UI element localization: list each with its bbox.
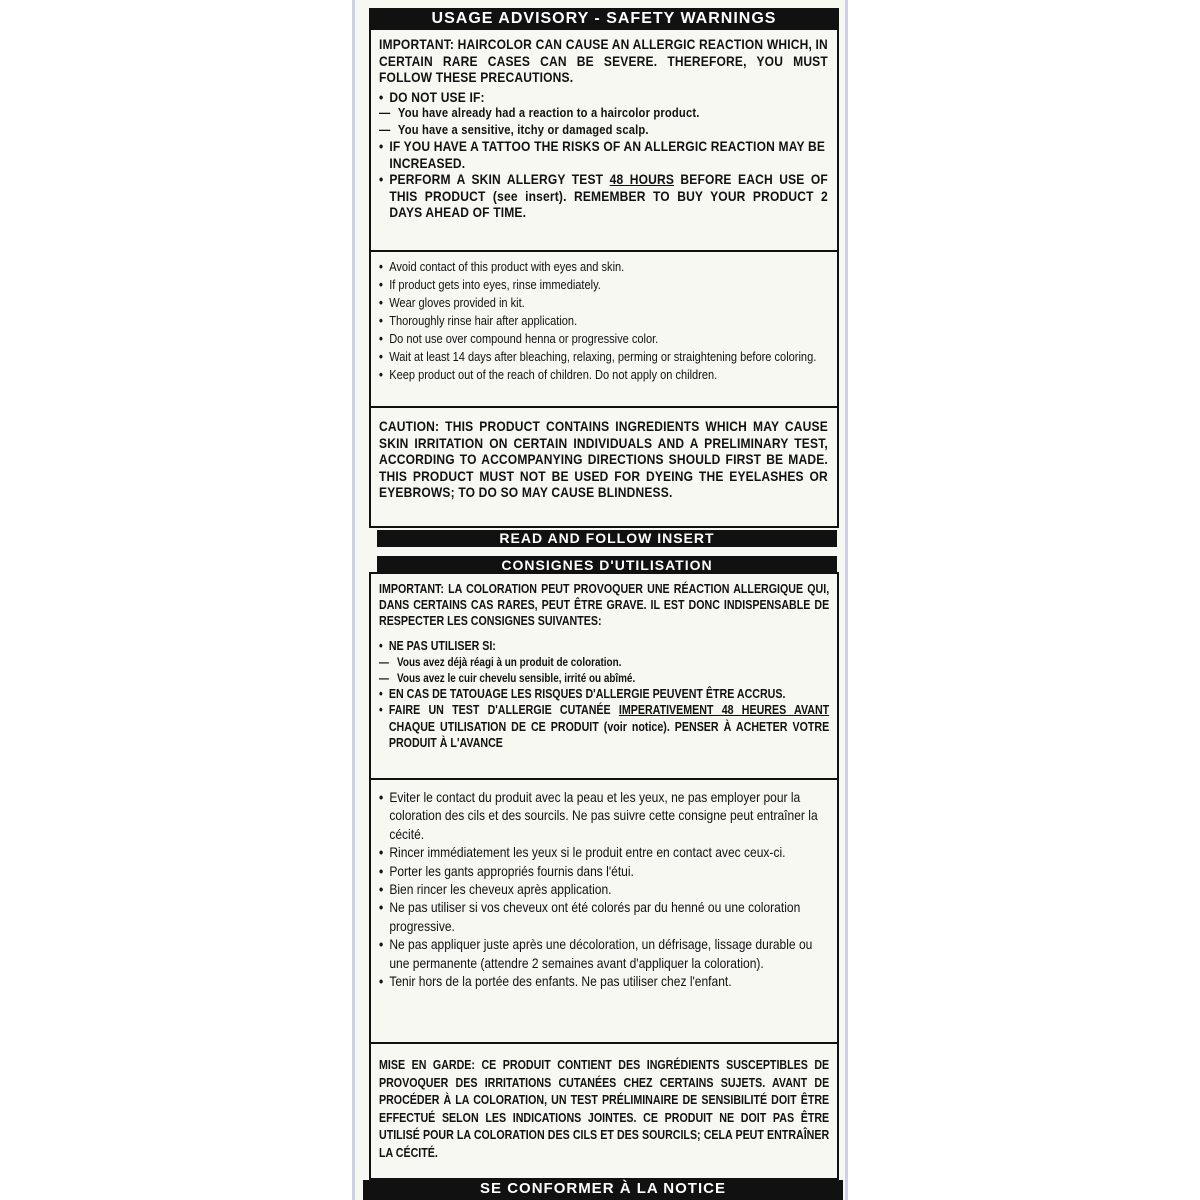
list-item: • Wait at least 14 days after bleaching, relaxing, perming or straightening before coloring.: [379, 348, 827, 366]
list-item: • Eviter le contact du produit avec la peau et les yeux, ne pas employer pour la coloration des cils et des sourcils. Ne pas suivre cette consigne peut entraîner la cécité.: [379, 788, 828, 843]
list-item: • Ne pas utiliser si vos cheveux ont été colorés par du henné ou une coloration progressive.: [379, 898, 828, 935]
french-footer-text: SE CONFORMER À LA NOTICE: [480, 1180, 726, 1197]
english-allergy-section: [371, 30, 837, 252]
french-dash-item: — Vous avez déjà réagi à un produit de coloration.: [379, 654, 829, 670]
english-skin-test-start: PERFORM A SKIN ALLERGY TEST: [389, 171, 604, 187]
english-do-not-use: • DO NOT USE IF:: [379, 89, 828, 106]
english-skin-test-hours: 48 HOURS: [609, 171, 675, 187]
english-header-bar: [369, 8, 839, 30]
french-allergy-section: [371, 574, 837, 780]
french-dash-item: — Vous avez le cuir chevelu sensible, irrité ou abîmé.: [379, 670, 829, 686]
english-caution-text: CAUTION: THIS PRODUCT CONTAINS INGREDIENTS WHICH MAY CAUSE SKIN IRRITATION ON CERTAIN INDIVIDUALS AND A PRELIMINARY TEST, ACCORDING TO ACCOMPANYING DIRECTIONS SHOULD FIRST BE MADE. THIS PRODUCT MUST NOT BE USED FOR DYEING THE EYELASHES OR EYEBROWS; TO DO SO MAY CAUSE BLINDNESS.: [379, 418, 828, 500]
french-caution-section: [371, 1046, 837, 1178]
french-do-not-use: • NE PAS UTILISER SI:: [379, 638, 829, 654]
french-skin-test: [379, 702, 829, 751]
list-item: • Porter les gants appropriés fournis dans l'étui.: [379, 862, 828, 880]
list-item: • Do not use over compound henna or progressive color.: [379, 330, 827, 348]
french-footer-bar: [363, 1180, 843, 1200]
french-precautions-list: [379, 788, 828, 990]
french-skin-test-start: FAIRE UN TEST D'ALLERGIE CUTANÉE: [388, 702, 611, 718]
french-precautions-section: [371, 780, 837, 1044]
english-footer-bar: [377, 530, 837, 547]
english-header-text: USAGE ADVISORY - SAFETY WARNINGS: [431, 10, 777, 27]
french-tattoo-warning: • EN CAS DE TATOUAGE LES RISQUES D'ALLERGIE PEUVENT ÊTRE ACCRUS.: [379, 686, 829, 702]
english-precautions-list: [379, 258, 827, 384]
french-warning-box: [369, 572, 839, 1180]
list-item: • Tenir hors de la portée des enfants. Ne pas utiliser chez l'enfant.: [379, 972, 828, 990]
english-footer-text: READ AND FOLLOW INSERT: [499, 530, 715, 546]
english-precautions-section: [371, 252, 837, 408]
english-intro: IMPORTANT: HAIRCOLOR CAN CAUSE AN ALLERGIC REACTION WHICH, IN CERTAIN RARE CASES CAN BE SEVERE. THEREFORE, YOU MUST FOLLOW THESE PRECAUTIONS.: [379, 36, 828, 85]
list-item: • Ne pas appliquer juste après une décoloration, un défrisage, lissage durable ou une permanente (attendre 2 semaines avant d'appliquer la coloration).: [379, 935, 828, 972]
english-skin-test-end: BEFORE EACH USE OF THIS PRODUCT (see insert). REMEMBER TO BUY YOUR PRODUCT 2 DAYS AHEAD OF TIME.: [389, 171, 828, 220]
english-warning-box: [369, 28, 839, 528]
list-item: • Rincer immédiatement les yeux si le produit entre en contact avec ceux-ci.: [379, 843, 828, 861]
french-header-text: CONSIGNES D'UTILISATION: [501, 557, 713, 573]
french-skin-test-hours: IMPERATIVEMENT 48 HEURES AVANT: [618, 702, 830, 718]
list-item: • Bien rincer les cheveux après application.: [379, 880, 828, 898]
list-item: • Avoid contact of this product with eyes and skin.: [379, 258, 827, 276]
english-skin-test: [379, 171, 828, 221]
french-intro: IMPORTANT: LA COLORATION PEUT PROVOQUER UNE RÉACTION ALLERGIQUE QUI, DANS CERTAINS CAS RARES, PEUT ÊTRE GRAVE. IL EST DONC INDISPENSABLE DE RESPECTER LES CONSIGNES SUIVANTES:: [379, 581, 830, 629]
warning-label-panel: [352, 0, 848, 1200]
english-caution-section: [371, 410, 837, 526]
list-item: • Keep product out of the reach of children. Do not apply on children.: [379, 366, 827, 384]
list-item: • Thoroughly rinse hair after application.: [379, 312, 827, 330]
french-skin-test-end: CHAQUE UTILISATION DE CE PRODUIT (voir notice). PENSER À ACHETER VOTRE PRODUIT À L'AVANCE: [388, 718, 830, 750]
french-caution-text: MISE EN GARDE: CE PRODUIT CONTIENT DES INGRÉDIENTS SUSCEPTIBLES DE PROVOQUER DES IRRITATIONS CUTANÉES CHEZ CERTAINS SUJETS. AVANT DE PROCÉDER À LA COLORATION, UN TEST PRÉLIMINAIRE DE SENSIBILITÉ DOIT ÊTRE EFFECTUÉ SELON LES INDICATIONS JOINTES. CE PRODUIT NE DOIT PAS ÊTRE UTILISÉ POUR LA COLORATION DES CILS ET DES SOURCILS; CELA PEUT ENTRAÎNER LA CÉCITÉ.: [379, 1057, 830, 1160]
english-dash-item: — You have already had a reaction to a haircolor product.: [379, 105, 828, 122]
english-tattoo-warning: • IF YOU HAVE A TATTOO THE RISKS OF AN ALLERGIC REACTION MAY BE INCREASED.: [379, 138, 828, 171]
list-item: • Wear gloves provided in kit.: [379, 294, 827, 312]
english-dash-item: — You have a sensitive, itchy or damaged scalp.: [379, 122, 828, 139]
list-item: • If product gets into eyes, rinse immediately.: [379, 276, 827, 294]
